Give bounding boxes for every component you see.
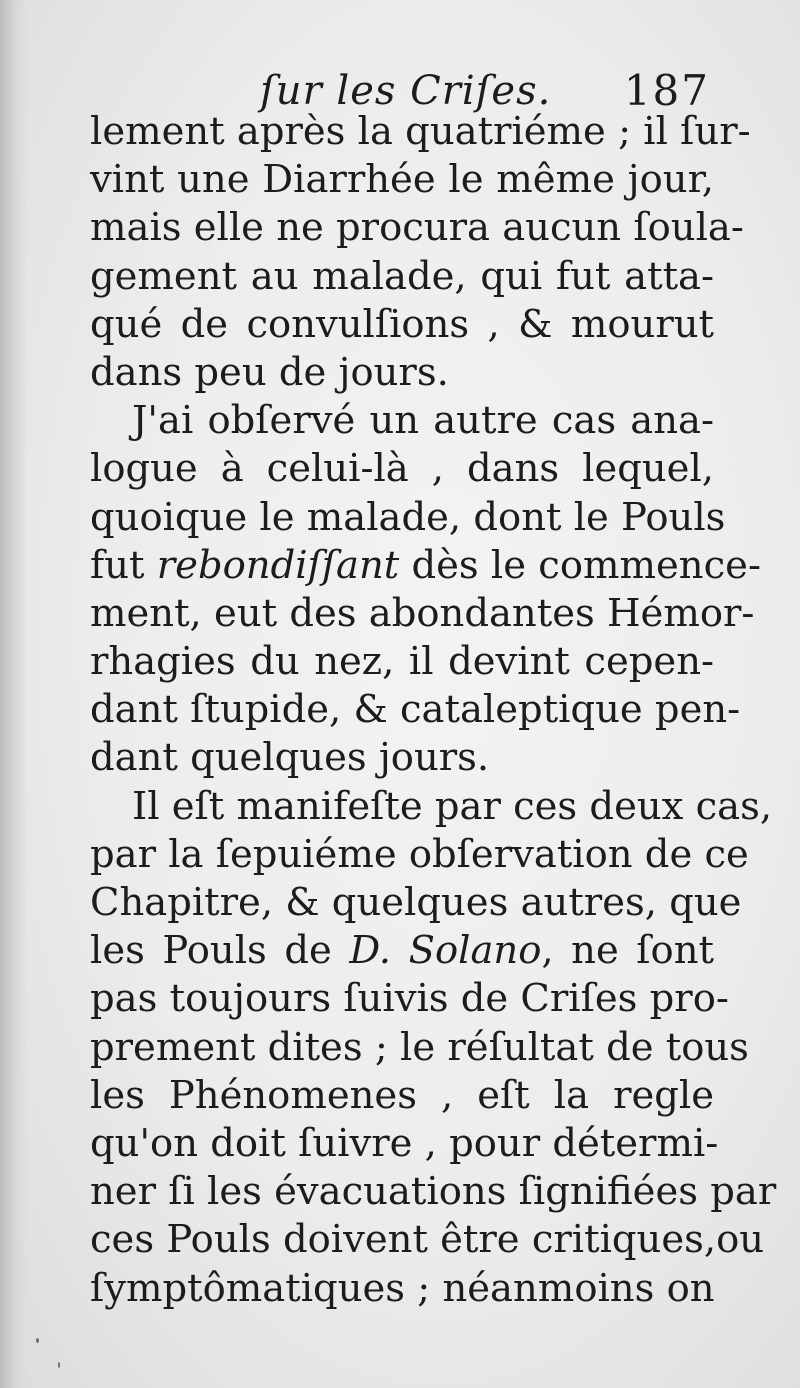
text-line: mais elle ne procura aucun ſoula- [90, 205, 744, 251]
text-line: J'ai obſervé un autre cas ana- [132, 398, 714, 444]
text-line: dant ſtupide, & cataleptique pen- [90, 687, 741, 733]
text-line: lement après la quatriéme ; il ſur- [90, 109, 751, 154]
line-segment: fut [90, 542, 157, 588]
italic-term: rebondiſſant [156, 542, 400, 588]
running-head: ſur les Criſes. [260, 68, 552, 114]
text-line: quoique le malade, dont le Pouls [90, 494, 726, 540]
text-line: ner ſi les évacuations ſignifiées par [90, 1169, 777, 1215]
text-line [90, 542, 761, 590]
text-line: ces Pouls doivent être critiques,ou [90, 1217, 765, 1263]
text-line: logue à celui-là , dans lequel, [90, 446, 714, 492]
text-line: prement dites ; le réſultat de tous [90, 1024, 749, 1070]
body-text [90, 108, 777, 1313]
text-line: dans peu de jours. [90, 349, 449, 395]
paper-speck [36, 1338, 39, 1343]
page-gutter-shadow [0, 0, 28, 1388]
text-line: Chapitre, & quelques autres, que [90, 880, 742, 925]
text-line: les Phénomenes , eſt la regle [90, 1072, 714, 1118]
text-line: gement au malade, qui fut atta- [90, 253, 714, 299]
line-segment: les Pouls de [90, 928, 350, 974]
paper-speck [58, 1362, 60, 1368]
text-line: ſymptômatiques ; néanmoins on [90, 1265, 715, 1311]
text-line: qué de convulſions , & mourut [90, 301, 714, 347]
line-segment: dès le commence- [399, 542, 761, 588]
text-line: dant quelques jours. [90, 735, 490, 781]
text-line: par la ſepuiéme obſervation de ce [90, 831, 749, 877]
text-line: ment, eut des abondantes Hémor- [90, 590, 755, 636]
text-line: rhagies du nez, il devint cepen- [90, 639, 714, 685]
text-line: Il eſt manifeſte par ces deux cas, [132, 783, 773, 829]
text-line: vint une Diarrhée le même jour, [90, 157, 714, 203]
text-line [90, 927, 714, 975]
text-line: qu'on doit ſuivre , pour détermi- [90, 1120, 719, 1166]
line-segment: , ne ſont [541, 928, 714, 974]
italic-name: D. Solano [349, 928, 542, 974]
page-number: 187 [623, 66, 710, 115]
text-line: pas toujours ſuivis de Criſes pro- [90, 976, 729, 1022]
